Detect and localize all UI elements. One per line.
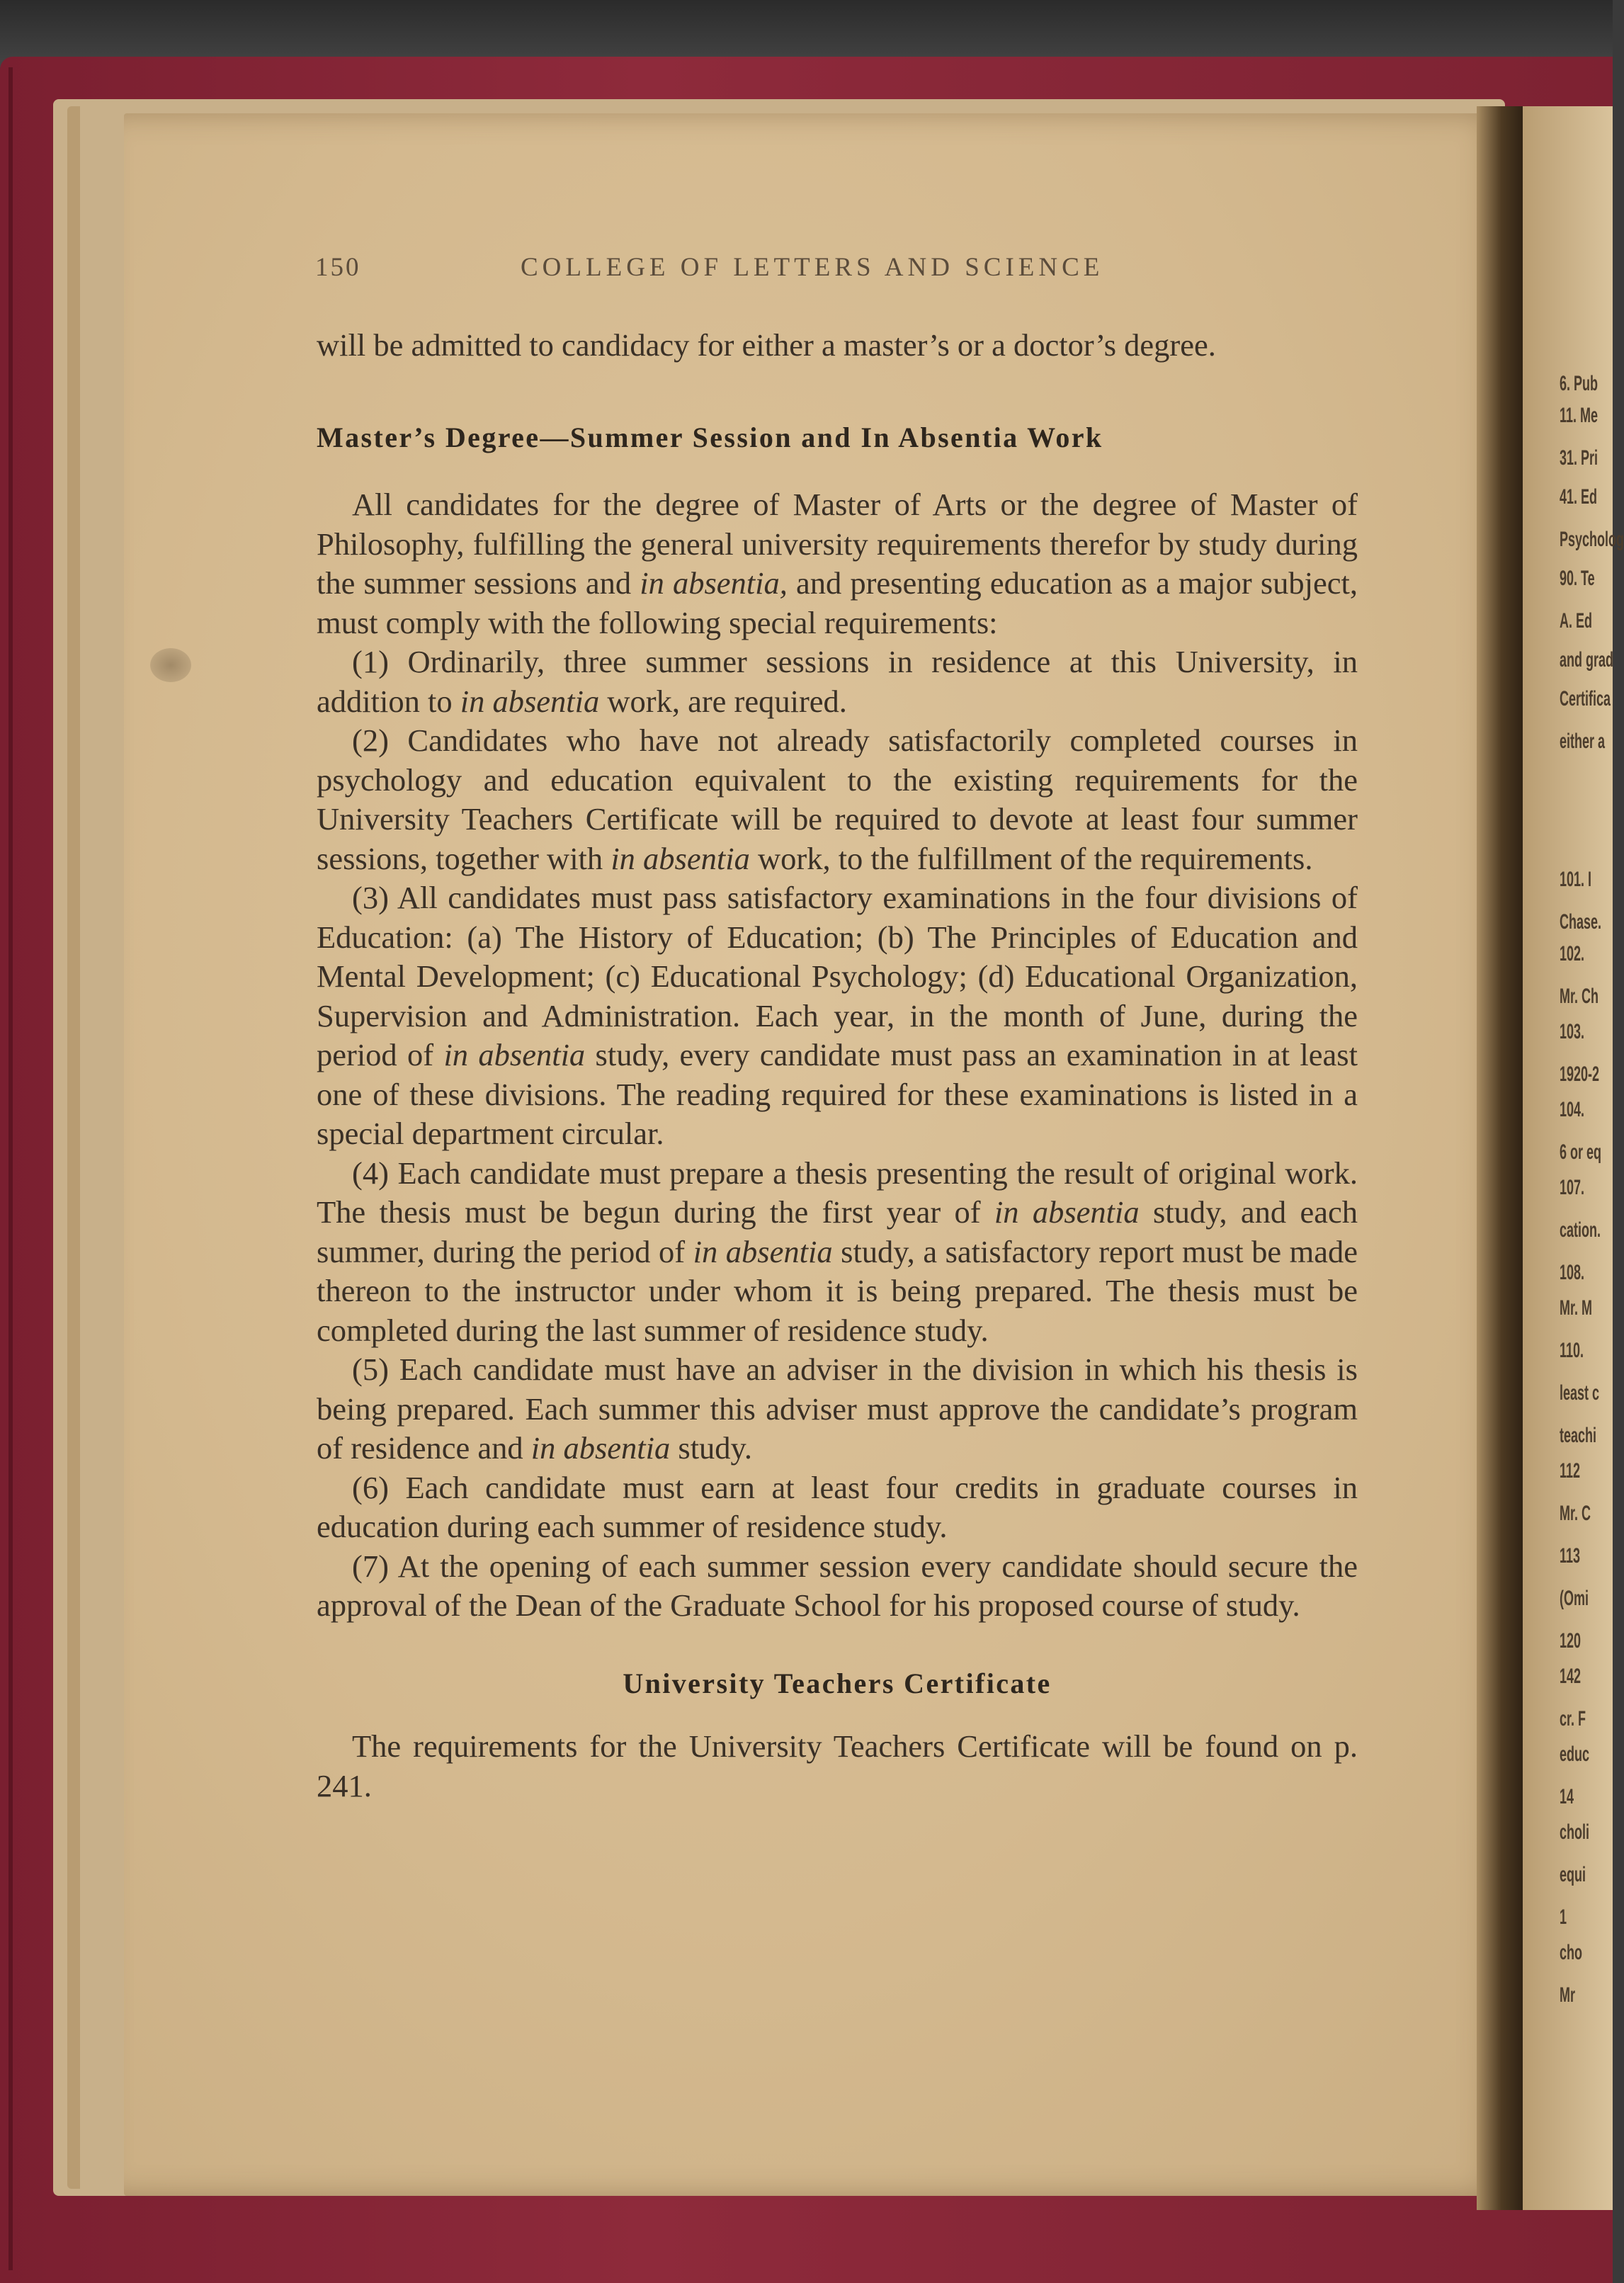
facing-page-fragment: Mr. M — [1560, 1296, 1593, 1320]
facing-page — [1523, 106, 1624, 2210]
requirement-item-5 — [317, 1350, 1358, 1468]
section-heading-certificate: University Teachers Certificate — [623, 1667, 1052, 1699]
facing-page-fragment: 1 — [1560, 1905, 1567, 1929]
facing-page-fragment: educ — [1560, 1743, 1590, 1766]
facing-page-fragment: 110. — [1560, 1339, 1584, 1362]
italic-phrase: in absentia — [994, 1194, 1140, 1230]
facing-page-fragment: cr. F — [1560, 1707, 1586, 1730]
facing-page-fragment: 6. Pub — [1560, 372, 1599, 395]
text-run: study, every candidate must pass an examination in at least one of these divisions. The reading required for these examinations is listed in a special department circular. — [317, 1037, 1358, 1151]
facing-page-fragment: 120 — [1560, 1629, 1582, 1653]
facing-page-fragment: 31. Pri — [1560, 446, 1599, 470]
facing-page-fragment: (Omi — [1560, 1587, 1589, 1610]
facing-page-fragment: 41. Ed — [1560, 485, 1598, 509]
facing-page-fragment: Mr. Ch — [1560, 985, 1599, 1008]
facing-page-fragment: cho — [1560, 1941, 1583, 1964]
facing-page-fragment: either a — [1560, 730, 1606, 753]
facing-page-fragment: and grad — [1560, 648, 1614, 672]
facing-page-fragment: Certifica — [1560, 687, 1611, 710]
italic-phrase: in absentia — [530, 1430, 671, 1466]
running-title: COLLEGE OF LETTERS AND SCIENCE — [521, 253, 1104, 282]
requirement-item-6 — [317, 1468, 1358, 1547]
book-gutter — [1477, 106, 1526, 2210]
facing-page-fragment: 103. — [1560, 1020, 1585, 1043]
text-run: work, to the fulfillment of the requirements. — [749, 840, 1313, 876]
facing-page-fragment: Mr — [1560, 1983, 1576, 2007]
facing-page-fragment: Mr. C — [1560, 1502, 1591, 1525]
text-run: (2) Candidates who have not already satisfactorily completed courses in psychology and education equivalent to the existing requirements for the University Teachers Certificate will be required to devote at least four summer sessions, together with — [317, 723, 1358, 876]
italic-phrase: in absentia — [443, 1037, 586, 1072]
italic-phrase: in absentia, — [640, 565, 788, 601]
requirement-item-2 — [317, 721, 1358, 878]
text-run: study. — [670, 1430, 753, 1466]
section-heading-masters: Master’s Degree—Summer Session and In Absentia Work — [317, 421, 1103, 453]
text-run: (3) All candidates must pass satisfactory examinations in the four divisions of Education: (a) The History of Education; (b) The Principles of Education and Mental Development; (c) Educational Psychology; (d) Educational Organization, Supervision and Administration. Each year, in the month of June, during the period of — [317, 880, 1358, 1072]
facing-page-fragment: Psycholog — [1560, 528, 1624, 551]
facing-page-fragment: 6 or eq — [1560, 1140, 1602, 1164]
continuation-paragraph: will be admitted to candidacy for either a master’s or a doctor’s degree. — [317, 327, 1216, 363]
facing-page-fragment: cation. — [1560, 1218, 1601, 1242]
intro-paragraph — [317, 485, 1358, 642]
facing-page-fragment: A. Ed — [1560, 609, 1593, 633]
requirement-item-3 — [317, 878, 1358, 1154]
text-run: (6) Each candidate must earn at least four credits in graduate courses in education during each summer of residence study. — [317, 1469, 1358, 1544]
requirement-item-1 — [317, 642, 1358, 721]
facing-page-fragment: 113 — [1560, 1544, 1581, 1568]
text-run: work, are required. — [599, 683, 847, 719]
requirement-item-7 — [317, 1547, 1358, 1626]
facing-page-fragment: 102. — [1560, 942, 1585, 965]
facing-page-fragment: 14 — [1560, 1785, 1574, 1808]
facing-page-fragment: 107. — [1560, 1176, 1585, 1199]
facing-page-fragment: Chase. — [1560, 910, 1602, 934]
facing-page-fragment: least c — [1560, 1381, 1600, 1405]
facing-page-fragment: 142 — [1560, 1665, 1582, 1688]
text-run: study, a satisfactory report must be made thereon to the instructor under whom it is being prepared. The thesis must be completed during the last summer of residence study. — [317, 1233, 1358, 1348]
facing-page-fragment: 104. — [1560, 1098, 1585, 1121]
facing-page-fragment: 112 — [1560, 1459, 1581, 1483]
page-number: 150 — [315, 253, 361, 282]
page-body — [317, 326, 1358, 1806]
facing-page-fragment: 101. I — [1560, 868, 1592, 891]
text-run: (4) Each candidate must prepare a thesis presenting the result of original work. The thesis must be begun during the first year of — [317, 1155, 1358, 1230]
text-run: (1) Ordinarily, three summer sessions in residence at this University, in addition to — [317, 644, 1358, 719]
stain-spot — [150, 648, 191, 682]
requirement-item-4 — [317, 1154, 1358, 1351]
facing-page-fragment: teachi — [1560, 1424, 1597, 1447]
facing-page-fragment: 90. Te — [1560, 567, 1595, 590]
text-run: and presenting education as a major subject, must comply with the following special requirements: — [317, 565, 1358, 640]
facing-page-fragment: equi — [1560, 1863, 1586, 1886]
italic-phrase: in absentia — [611, 840, 750, 876]
text-run: All candidates for the degree of Master of Arts or the degree of Master of Philosophy, fulfilling the general university requirements therefor by study during the summer sessions and — [317, 487, 1358, 601]
text-run: (5) Each candidate must have an adviser in the division in which his thesis is being prepared. Each summer this adviser must approve the candidate’s program of residence and — [317, 1352, 1358, 1466]
facing-page-fragment: 108. — [1560, 1261, 1585, 1284]
italic-phrase: in absentia — [460, 683, 600, 719]
text-run: study, and each summer, during the period of — [317, 1194, 1358, 1269]
text-run: (7) At the opening of each summer session every candidate should secure the approval of the Dean of the Graduate School for his proposed course of study. — [317, 1548, 1358, 1623]
requirements-list — [317, 642, 1358, 1626]
facing-page-fragment: choli — [1560, 1820, 1590, 1844]
facing-page-fragment: 11. Me — [1560, 404, 1599, 427]
facing-page-fragment: 1920-2 — [1560, 1063, 1600, 1086]
italic-phrase: in absentia — [693, 1233, 833, 1269]
certificate-paragraph: The requirements for the University Teachers Certificate will be found on p. 241. — [317, 1728, 1358, 1803]
